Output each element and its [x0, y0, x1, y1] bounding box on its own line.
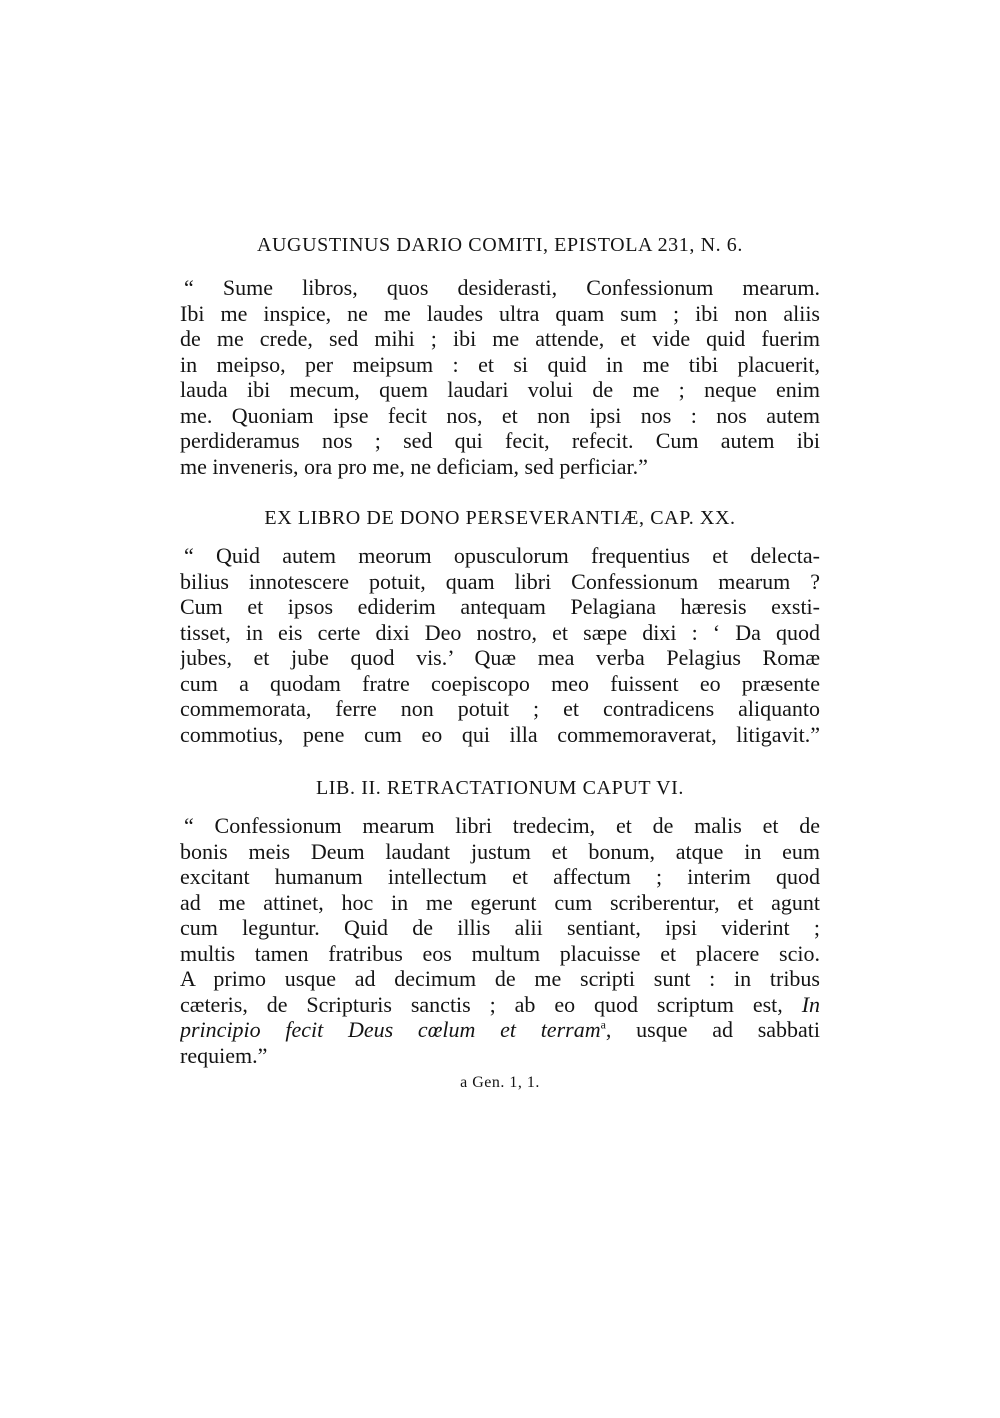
- footnote: a Gen. 1, 1.: [460, 1074, 540, 1091]
- italic-phrase: In: [801, 991, 820, 1017]
- passage-line: Ibi me inspice, ne me laudes ultra quam sum ; ibi non aliis: [180, 300, 820, 326]
- passage-line: A primo usque ad decimum de me scripti sunt : in tribus: [180, 966, 820, 991]
- passage-line: jubes, et jube quod vis.’ Quæ mea verba Pelagius Romæ: [180, 645, 820, 670]
- passage-line: tisset, in eis certe dixi Deo nostro, et sæpe dixi : ‘ Da quod: [180, 619, 820, 645]
- section-heading: EX LIBRO DE DONO PERSEVERANTIÆ, CAP. XX.: [264, 507, 736, 529]
- footnote-marker: a: [600, 1017, 606, 1032]
- passage-line: in meipso, per meipsum : et si quid in me tibi placuerit,: [180, 351, 820, 377]
- italic-phrase: principio fecit Deus cœlum et terram: [180, 1017, 601, 1042]
- passage-line: me inveneris, ora pro me, ne deficiam, sed perficiar.”: [180, 453, 648, 479]
- passage-line: de me crede, sed mihi ; ibi me attende, et vide quid fuerim: [180, 326, 820, 351]
- passage-line: multis tamen fratribus eos multum placuisse et placere scio.: [180, 940, 820, 966]
- passage-line: cum a quodam fratre coepiscopo meo fuissent eo præsente: [180, 670, 820, 696]
- passage-line: commemorata, ferre non potuit ; et contradicens aliquanto: [180, 696, 820, 721]
- section-heading: LIB. II. RETRACTATIONUM CAPUT VI.: [315, 777, 684, 799]
- section-epistola: [180, 232, 820, 258]
- section-retractationum: [180, 775, 820, 801]
- passage-line: Cum et ipsos ediderim antequam Pelagiana hæresis exsti-: [180, 594, 820, 619]
- passage-line-with-italic: [180, 992, 820, 1018]
- passage-line: ad me attinet, hoc in me egerunt cum scriberentur, et agunt: [180, 889, 820, 915]
- passage-line: cum leguntur. Quid de illis alii sentiant, ipsi viderint ;: [180, 915, 820, 940]
- passage-line-with-italic: [180, 1017, 820, 1043]
- passage-line: lauda ibi mecum, quem laudari volui de me ; neque enim: [180, 377, 820, 402]
- section-de-dono: [180, 505, 820, 531]
- passage-line-text: cæteris, de Scripturis sanctis ; ab eo quod scriptum est,: [180, 991, 783, 1017]
- passage-line: excitant humanum intellectum et affectum ; interim quod: [180, 864, 820, 889]
- passage-line: “ Sume libros, quos desiderasti, Confessionum mearum.: [184, 275, 820, 300]
- passage-line: bilius innotescere potuit, quam libri Confessionum mearum ?: [180, 568, 820, 594]
- passage-line: requiem.”: [180, 1042, 268, 1068]
- passage-epistola: [180, 275, 820, 479]
- passage-line-text: , usque ad sabbati: [605, 1017, 820, 1042]
- section-heading: AUGUSTINUS DARIO COMITI, EPISTOLA 231, N. 6.: [256, 234, 744, 256]
- passage-line: “ Confessionum mearum libri tredecim, et de malis et de: [184, 813, 820, 838]
- passage-line: me. Quoniam ipse fecit nos, et non ipsi nos : nos autem: [180, 402, 820, 428]
- passage-retractationum: [180, 813, 820, 1068]
- passage-line: bonis meis Deum laudant justum et bonum, atque in eum: [180, 838, 820, 864]
- passage-line: commotius, pene cum eo qui illa commemoraverat, litigavit.”: [180, 721, 820, 747]
- passage-line: “ Quid autem meorum opusculorum frequentius et delecta-: [184, 543, 820, 568]
- passage-line: perdideramus nos ; sed qui fecit, refecit. Cum autem ibi: [180, 428, 820, 453]
- passage-de-dono: [180, 543, 820, 747]
